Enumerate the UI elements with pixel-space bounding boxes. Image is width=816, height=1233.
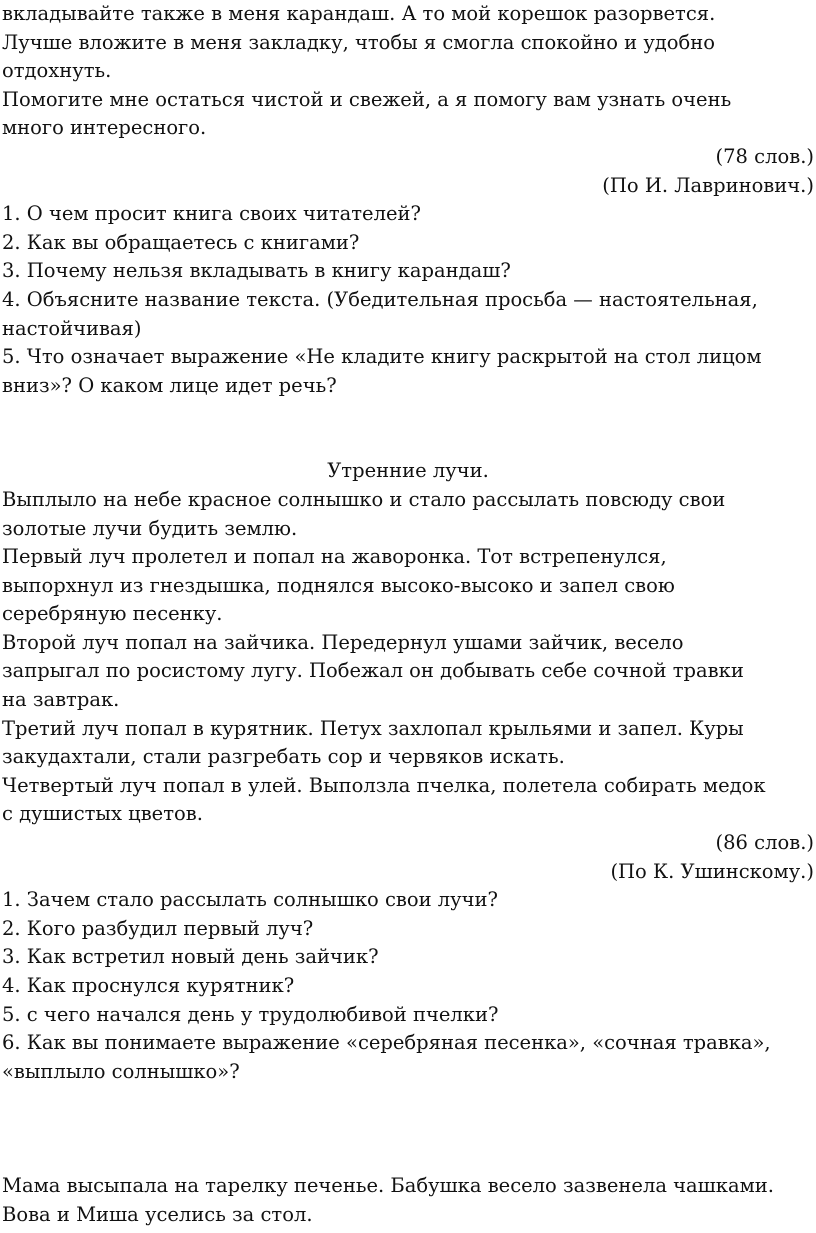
text2-questions — [2, 886, 814, 1086]
text2-title: Утренние лучи. — [327, 459, 489, 483]
text-line: закудахтали, стали разгребать сор и червяков искать. — [2, 745, 565, 769]
question-line: 1. Зачем стало рассылать солнышко свои лучи? — [2, 888, 498, 912]
text-line: золотые лучи будить землю. — [2, 516, 298, 540]
question-line: 5. Что означает выражение «Не кладите книгу раскрытой на стол лицом — [2, 345, 762, 369]
question-line: 5. с чего начался день у трудолюбивой пчелки? — [2, 1002, 499, 1026]
text-line: на завтрак. — [2, 688, 120, 712]
spacer — [2, 400, 814, 457]
source-attribution: (По К. Ушинскому.) — [610, 859, 814, 883]
text1-questions — [2, 200, 814, 400]
text-line: Мама высыпала на тарелку печенье. Бабушка весело зазвенела чашками. — [2, 1174, 774, 1198]
text1-body — [2, 0, 814, 143]
question-line: вниз»? О каком лице идет речь? — [2, 373, 337, 397]
text-line: Первый луч пролетел и попал на жаворонка. Тот встрепенулся, — [2, 545, 667, 569]
text-line: серебряную песенку. — [2, 602, 223, 626]
question-line: 4. Как проснулся курятник? — [2, 974, 295, 997]
question-line: 2. Кого разбудил первый луч? — [2, 916, 314, 940]
text-line: с душистых цветов. — [2, 802, 203, 826]
question-line: «выплыло солнышко»? — [2, 1059, 240, 1083]
text-line: выпорхнул из гнездышка, поднялся высоко-высоко и запел свою — [2, 573, 675, 597]
text-line: много интересного. — [2, 116, 207, 140]
text-line: вкладывайте также в меня карандаш. А то мой корешок разорвется. — [2, 2, 716, 25]
question-line: 2. Как вы обращаетесь с книгами? — [2, 230, 360, 254]
text-line: Четвертый луч попал в улей. Выползла пчелка, полетела собирать медок — [2, 773, 766, 797]
question-line: 3. Почему нельзя вкладывать в книгу карандаш? — [2, 259, 511, 283]
text2-body — [2, 486, 814, 829]
text-line: запрыгал по росистому лугу. Побежал он добывать себе сочной травки — [2, 659, 744, 683]
text-line: Третий луч попал в курятник. Петух захлопал крыльями и запел. Куры — [2, 716, 744, 740]
text-line: Выплыло на небе красное солнышко и стало рассылать повсюду свои — [2, 487, 726, 511]
word-count: (78 слов.) — [715, 144, 814, 168]
document-page — [2, 0, 814, 1230]
question-line: настойчивая) — [2, 316, 142, 340]
text-line: Вова и Миша уселись за стол. — [2, 1202, 313, 1226]
question-line: 1. О чем просит книга своих читателей? — [2, 202, 421, 226]
source-attribution: (По И. Лавринович.) — [602, 173, 814, 197]
text-line: Второй луч попал на зайчика. Передернул ушами зайчик, весело — [2, 630, 684, 654]
question-line: 6. Как вы понимаете выражение «серебряная песенка», «сочная травка», — [2, 1031, 771, 1055]
text-line: Помогите мне остаться чистой и свежей, а я помогу вам узнать очень — [2, 87, 732, 111]
text3-body — [2, 1172, 814, 1229]
text-line: Лучше вложите в меня закладку, чтобы я смогла спокойно и удобно — [2, 30, 716, 54]
question-line: 4. Объясните название текста. (Убедительная просьба — настоятельная, — [2, 287, 758, 311]
text-line: отдохнуть. — [2, 59, 112, 83]
word-count: (86 слов.) — [715, 831, 814, 855]
question-line: 3. Как встретил новый день зайчик? — [2, 945, 379, 969]
spacer — [2, 1086, 814, 1172]
